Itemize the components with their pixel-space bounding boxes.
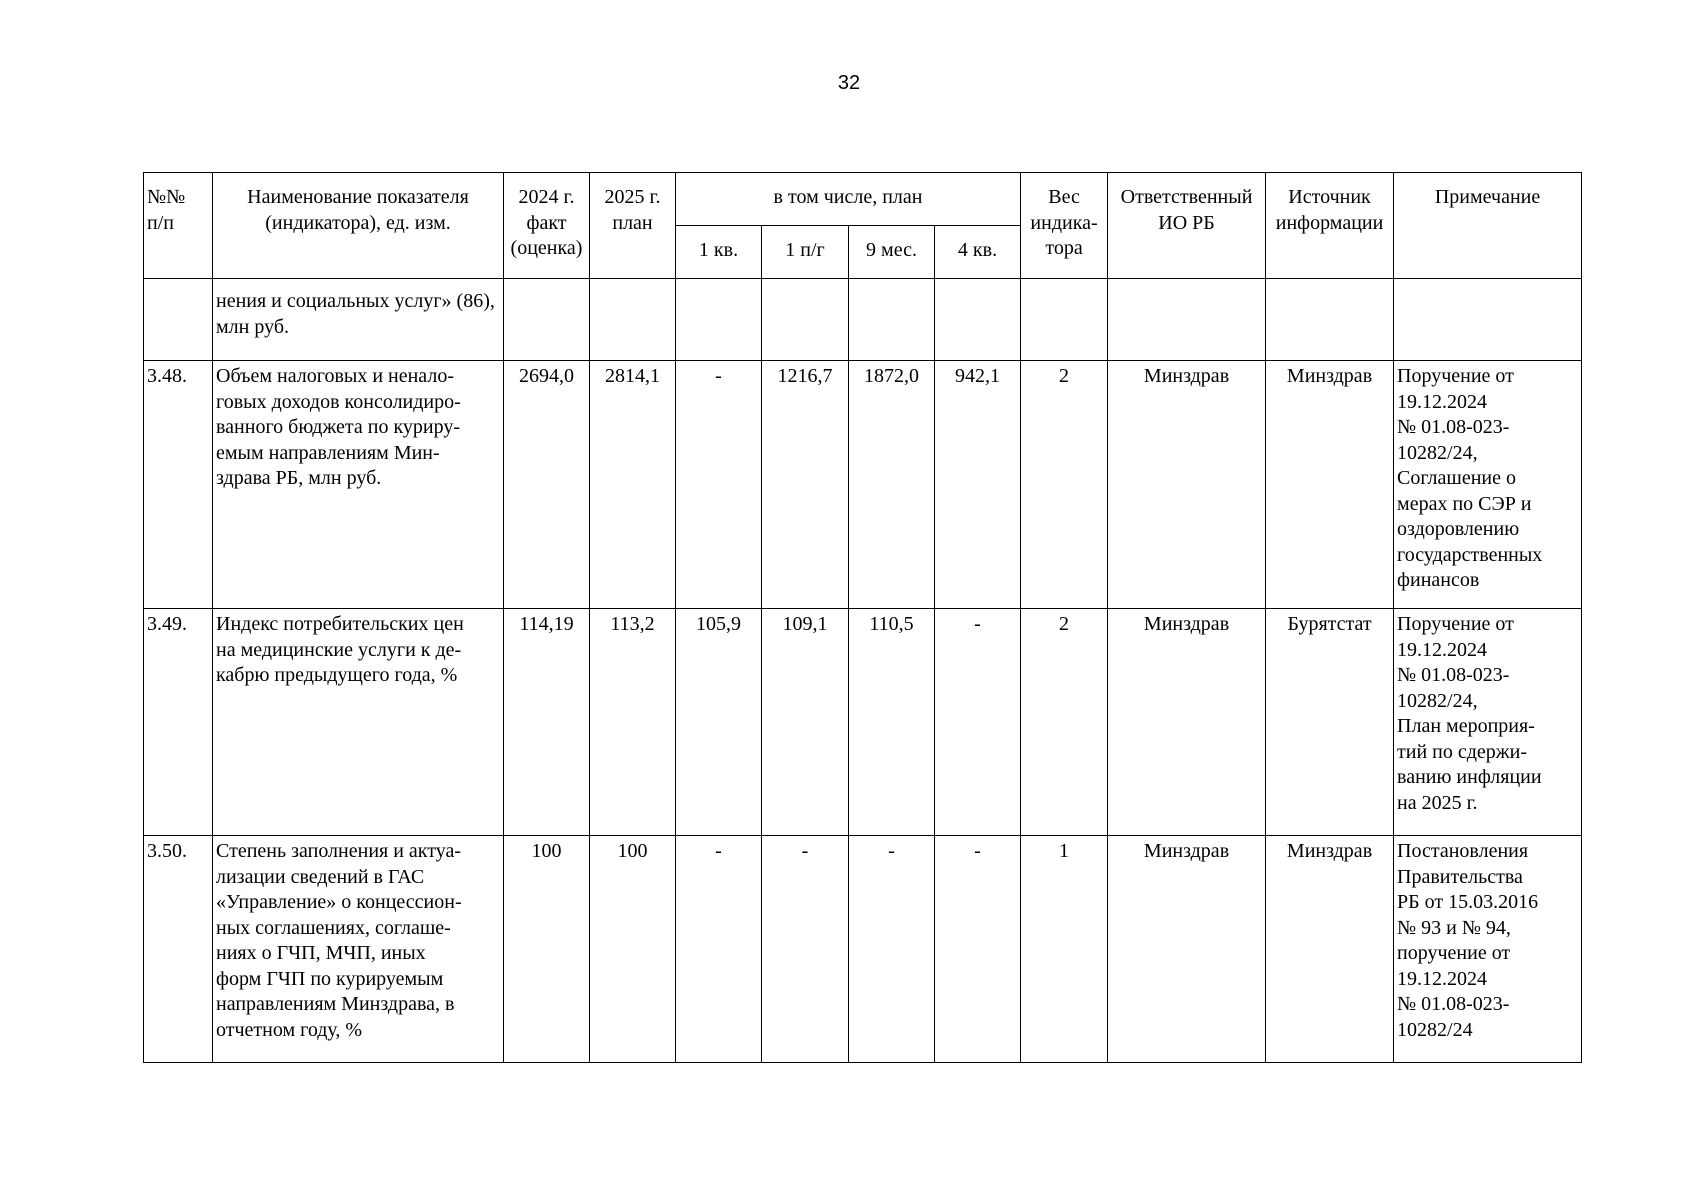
cell-name: нения и социальных услуг» (86), млн руб. bbox=[213, 279, 504, 361]
cell-responsible: Минздрав bbox=[1108, 361, 1266, 609]
cell-q1: - bbox=[676, 361, 762, 609]
cell-num: 3.50. bbox=[144, 836, 213, 1063]
header-h1: 1 п/г bbox=[762, 226, 849, 279]
cell-h1: 109,1 bbox=[762, 609, 849, 836]
cell-fact-2024: 100 bbox=[504, 836, 590, 1063]
cell-note: Постановления Правительства РБ от 15.03.2016 № 93 и № 94, поручение от 19.12.2024 № 01.08-023- 10282/24 bbox=[1394, 836, 1582, 1063]
cell-source: Минздрав bbox=[1266, 836, 1394, 1063]
cell-num: 3.48. bbox=[144, 361, 213, 609]
cell-h1 bbox=[762, 279, 849, 361]
header-responsible: Ответственный ИО РБ bbox=[1108, 173, 1266, 279]
table-row bbox=[144, 836, 1582, 1063]
cell-plan-2025: 2814,1 bbox=[590, 361, 676, 609]
cell-plan-2025 bbox=[590, 279, 676, 361]
cell-plan-2025: 113,2 bbox=[590, 609, 676, 836]
cell-weight: 1 bbox=[1021, 836, 1108, 1063]
header-plan-2025: 2025 г. план bbox=[590, 173, 676, 279]
header-note: Примечание bbox=[1394, 173, 1582, 279]
cell-q1: 105,9 bbox=[676, 609, 762, 836]
cell-note: Поручение от 19.12.2024 № 01.08-023- 10282/24, План мероприя- тий по сдержи- ванию инфляции на 2025 г. bbox=[1394, 609, 1582, 836]
header-9m: 9 мес. bbox=[849, 226, 935, 279]
table-row bbox=[144, 361, 1582, 609]
header-weight: Вес индика- тора bbox=[1021, 173, 1108, 279]
cell-q4: - bbox=[935, 609, 1021, 836]
cell-note bbox=[1394, 279, 1582, 361]
cell-note: Поручение от 19.12.2024 № 01.08-023- 10282/24, Соглашение о мерах по СЭР и оздоровлению государственных финансов bbox=[1394, 361, 1582, 609]
cell-fact-2024 bbox=[504, 279, 590, 361]
cell-q1 bbox=[676, 279, 762, 361]
cell-source: Минздрав bbox=[1266, 361, 1394, 609]
header-q1: 1 кв. bbox=[676, 226, 762, 279]
cell-source bbox=[1266, 279, 1394, 361]
cell-9m bbox=[849, 279, 935, 361]
cell-plan-2025: 100 bbox=[590, 836, 676, 1063]
cell-name: Степень заполнения и актуа- лизации сведений в ГАС «Управление» о концессион- ных соглашениях, соглаше- ниях о ГЧП, МЧП, иных форм ГЧП по курируемым направлениям Минздрава, в отчетном году, % bbox=[213, 836, 504, 1063]
header-source: Источник информации bbox=[1266, 173, 1394, 279]
cell-responsible: Минздрав bbox=[1108, 836, 1266, 1063]
cell-weight: 2 bbox=[1021, 609, 1108, 836]
cell-num: 3.49. bbox=[144, 609, 213, 836]
cell-q4 bbox=[935, 279, 1021, 361]
cell-weight bbox=[1021, 279, 1108, 361]
table-row bbox=[144, 609, 1582, 836]
table-row bbox=[144, 279, 1582, 361]
header-q4: 4 кв. bbox=[935, 226, 1021, 279]
cell-q4: - bbox=[935, 836, 1021, 1063]
cell-source: Бурятстат bbox=[1266, 609, 1394, 836]
cell-name: Индекс потребительских цен на медицинские услуги к де- кабрю предыдущего года, % bbox=[213, 609, 504, 836]
indicators-table bbox=[143, 172, 1582, 1063]
cell-fact-2024: 2694,0 bbox=[504, 361, 590, 609]
cell-q1: - bbox=[676, 836, 762, 1063]
cell-responsible bbox=[1108, 279, 1266, 361]
cell-h1: - bbox=[762, 836, 849, 1063]
cell-q4: 942,1 bbox=[935, 361, 1021, 609]
header-fact-2024: 2024 г. факт (оценка) bbox=[504, 173, 590, 279]
cell-num bbox=[144, 279, 213, 361]
cell-9m: - bbox=[849, 836, 935, 1063]
cell-9m: 110,5 bbox=[849, 609, 935, 836]
cell-responsible: Минздрав bbox=[1108, 609, 1266, 836]
cell-name: Объем налоговых и ненало- говых доходов консолидиро- ванного бюджета по куриру- емым направлениям Мин- здрава РБ, млн руб. bbox=[213, 361, 504, 609]
page-number: 32 bbox=[837, 72, 861, 94]
table-header-row bbox=[144, 173, 1582, 226]
header-name: Наименование показателя (индикатора), ед. изм. bbox=[213, 173, 504, 279]
header-num: №№ п/п bbox=[144, 173, 213, 279]
cell-h1: 1216,7 bbox=[762, 361, 849, 609]
cell-fact-2024: 114,19 bbox=[504, 609, 590, 836]
header-incl-plan: в том числе, план bbox=[676, 173, 1021, 226]
cell-weight: 2 bbox=[1021, 361, 1108, 609]
cell-9m: 1872,0 bbox=[849, 361, 935, 609]
